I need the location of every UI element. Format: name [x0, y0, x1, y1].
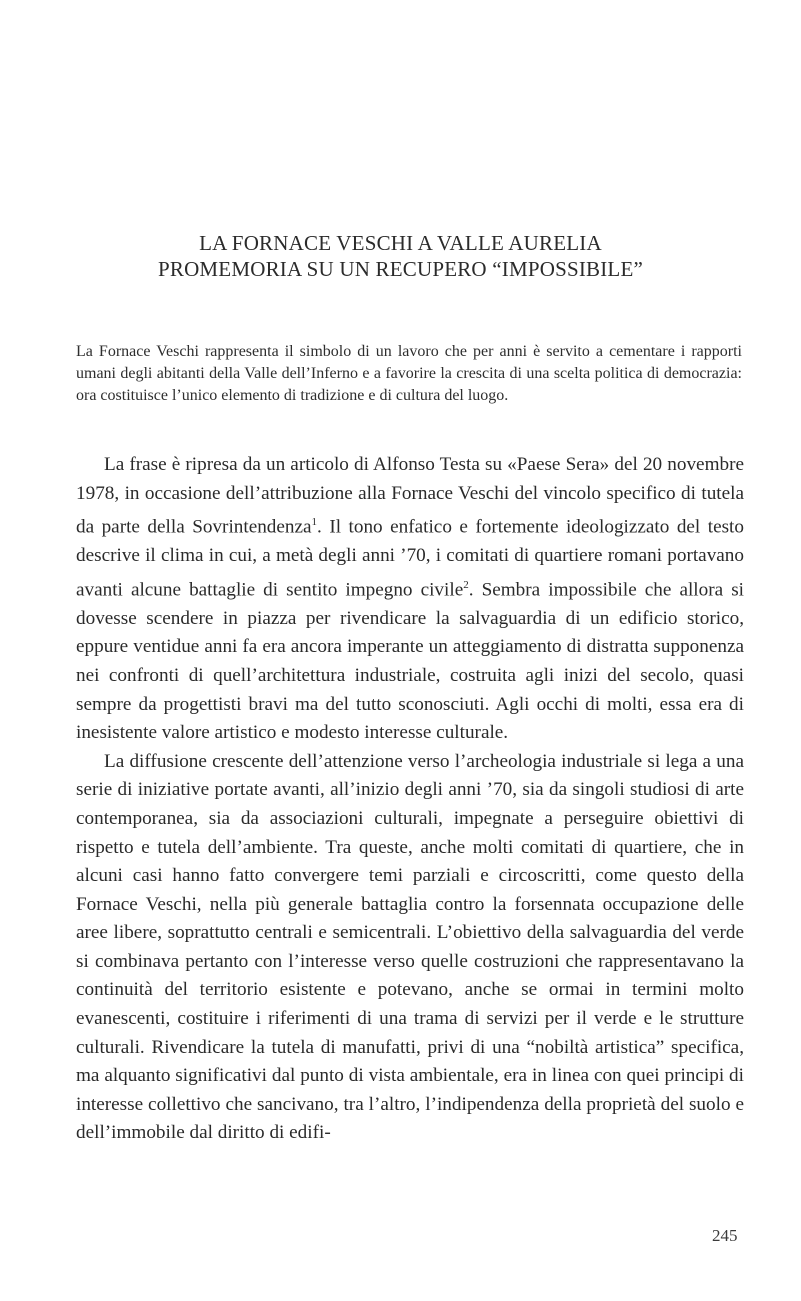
chapter-title: [0, 230, 801, 282]
paragraph-1: [76, 451, 744, 748]
paragraph-1-part-3: . Sembra impossibile che allora si dovesse scendere in piazza per rivendicare la salvaguardia di un edificio storico, eppure ventidue anni fa era ancora imperante un atteggiamento di distratta supponenza nei confronti di quell’architettura industriale, costruita agli inizi del secolo, quasi sempre da progettisti bravi ma del tutto sconosciuti. Agli occhi di molti, essa era di inesistente valore artistico e modesto interesse culturale.: [76, 579, 744, 744]
paragraph-1-part-2: . Il tono enfatico e fortemente ideologizzato del testo descrive il clima in cui, a metà degli anni ’70, i comitati di quartiere romani portavano avanti alcune battaglie di sentito impegno civile: [76, 516, 744, 601]
body-text: [76, 451, 744, 1148]
paragraph-2: La diffusione crescente dell’attenzione verso l’archeologia industriale si lega a una serie di iniziative portate avanti, all’inizio degli anni ’70, sia da singoli studiosi di arte contemporanea, sia da associazioni culturali, impegnate a perseguire obiettivi di rispetto e tutela dell’ambiente. Tra queste, anche molti comitati di quartiere, che in alcuni casi hanno fatto convergere temi parziali e circoscritti, come questo della Fornace Veschi, nella più generale battaglia contro la forsennata occupazione delle aree libere, soprattutto centrali e semicentrali. L’obiettivo della salvaguardia del verde si combinava pertanto con l’interesse verso quelle costruzioni che rappresentavano la continuità del territorio esistente e potevano, anche se ormai in termini molto evanescenti, costituire i riferimenti di una trama di servizi per il verde e le strutture culturali. Rivendicare la tutela di manufatti, privi di una “nobiltà artistica” specifica, ma alquanto significativi dal punto di vista ambientale, era in linea con quei principi di interesse collettivo che sancivano, tra l’altro, l’indipendenza della proprietà del suolo e dell’immobile dal diritto di edifi-: [76, 750, 744, 1144]
footnote-ref-1: 1: [311, 516, 318, 529]
title-line-2: PROMEMORIA SU UN RECUPERO “IMPOSSIBILE”: [157, 257, 644, 281]
footnote-ref-2: 2: [463, 578, 469, 591]
page-number: 245: [712, 1226, 738, 1245]
title-line-1: LA FORNACE VESCHI A VALLE AURELIA: [199, 231, 602, 255]
paragraph-1-part-1: La frase è ripresa da un articolo di Alfonso Testa su «Paese Sera» del 20 novembre 1978, in occasione dell’attribuzione alla Fornace Veschi del vincolo specifico di tutela da parte della Sovrintendenza: [76, 454, 744, 538]
epigraph-quote: La Fornace Veschi rappresenta il simbolo di un lavoro che per anni è servito a cementare i rapporti umani degli abitanti della Valle dell’Inferno e a favorire la crescita di una scelta politica di democrazia: ora costituisce l’unico elemento di tradizione e di cultura del luogo.: [76, 343, 742, 404]
